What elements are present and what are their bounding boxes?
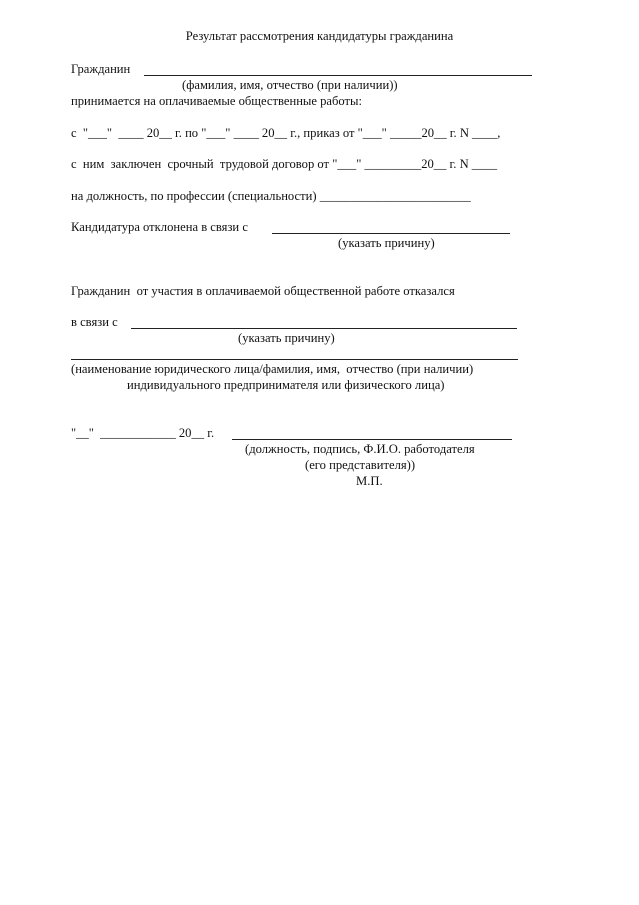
signature-date-line: "__" ____________ 20__ г.: [71, 426, 215, 440]
citizen-label: Гражданин: [71, 62, 131, 76]
accepted-line: принимается на оплачиваемые общественные работы:: [71, 94, 363, 108]
citizen-name-caption: (фамилия, имя, отчество (при наличии)): [182, 78, 398, 92]
employer-caption-line-2: индивидуального предпринимателя или физического лица): [127, 378, 445, 392]
refusal-reason-caption: (указать причину): [238, 331, 335, 345]
position-line: на должность, по профессии (специальности) ________________________: [71, 189, 471, 203]
refusal-reason-blank[interactable]: [131, 328, 517, 329]
document-title: Результат рассмотрения кандидатуры гражданина: [185, 29, 454, 43]
rejection-reason-caption: (указать причину): [338, 236, 435, 250]
citizen-name-blank[interactable]: [144, 75, 532, 76]
rejected-label: Кандидатура отклонена в связи с: [71, 220, 248, 234]
employer-caption-line-1: (наименование юридического лица/фамилия, имя, отчество (при наличии): [71, 362, 474, 376]
signature-blank[interactable]: [232, 439, 512, 440]
refused-line: Гражданин от участия в оплачиваемой общественной работе отказался: [71, 284, 455, 298]
signature-caption-line-2: (его представителя)): [305, 458, 416, 472]
rejection-reason-blank[interactable]: [272, 233, 510, 234]
signature-caption-line-1: (должность, подпись, Ф.И.О. работодателя: [245, 442, 475, 456]
employment-period-line: с "___" ____ 20__ г. по "___" ____ 20__ г., приказ от "___" _____20__ г. N ____,: [71, 126, 501, 140]
refusal-reason-label: в связи с: [71, 315, 118, 329]
employer-name-blank[interactable]: [71, 359, 518, 360]
stamp-label: М.П.: [356, 474, 383, 488]
contract-line: с ним заключен срочный трудовой договор от "___" _________20__ г. N ____: [71, 157, 497, 171]
